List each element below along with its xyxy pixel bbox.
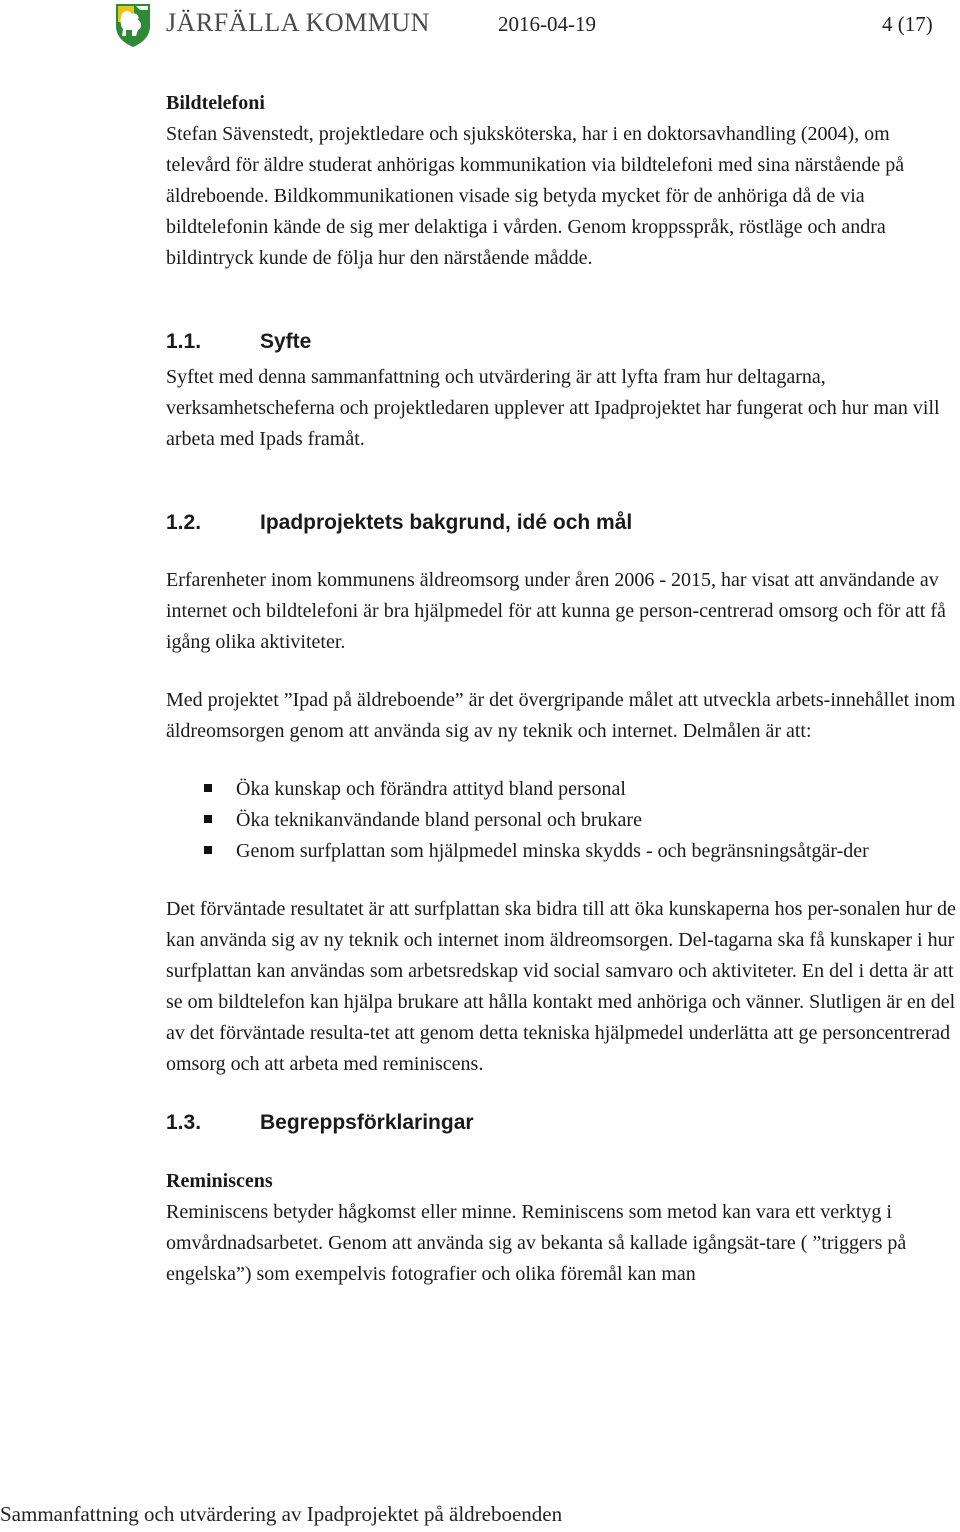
jarfalla-coat-of-arms-logo: [114, 2, 152, 48]
section-title-bildtelefoni: Bildtelefoni: [166, 92, 265, 114]
paragraph-reminiscens: Reminiscens betyder hågkomst eller minne. Reminiscens som metod kan vara ett verktyg i omvårdnadsarbetet. Genom att använda sig av bekanta så kallade igångsät-tare ( ”triggers på engelska”) som exempelvis fotografier och olika föremål kan man: [166, 1201, 907, 1285]
heading-text: Ipadprojektets bakgrund, idé och mål: [260, 511, 633, 534]
page-footer: Sammanfattning och utvärdering av Ipadprojektet på äldreboenden: [0, 1502, 563, 1526]
section-title-reminiscens: Reminiscens: [166, 1170, 273, 1192]
paragraph-bakgrund-1: Erfarenheter inom kommunens äldreomsorg under åren 2006 - 2015, har visat att användande av internet och bildtelefoni är bra hjälpmedel för att kunna ge person-centrerad omsorg och för att få igång olika aktiviteter.: [166, 569, 946, 653]
heading-syfte: [166, 326, 958, 357]
list-item: Öka kunskap och förändra attityd bland personal: [166, 774, 958, 805]
bullet-square-icon: [204, 784, 212, 792]
list-item: Genom surfplattan som hjälpmedel minska skydds - och begränsningsåtgär-der: [166, 836, 958, 867]
paragraph-bakgrund-2: Med projektet ”Ipad på äldreboende” är det övergripande målet att utveckla arbets-innehållet inom äldreomsorgen genom att använda sig av ny teknik och internet. Delmålen är att:: [166, 689, 956, 742]
heading-number: 1.2.: [166, 511, 202, 534]
paragraph-bildtelefoni: Stefan Sävenstedt, projektledare och sjuksköterska, har i en doktorsavhandling (2004), om televård för äldre studerat anhörigas kommunikation via bildtelefoni med sina närstående på äldreboende. Bildkommunikationen visade sig betyda mycket för de anhöriga då de via bildtelefonin kände de sig mer delaktiga i vården. Genom kroppsspråk, röstläge och andra bildintryck kunde de följa hur den närstående mådde.: [166, 123, 905, 269]
heading-bakgrund: [166, 507, 958, 538]
bullet-square-icon: [204, 815, 212, 823]
paragraph-bakgrund-3: Det förväntade resultatet är att surfplattan ska bidra till att öka kunskaperna hos per-sonalen hur de kan använda sig av ny teknik och internet inom äldreomsorgen. Del-tagarna ska få kunskaper i hur surfplattan kan användas som arbetsredskap vid social samvaro och aktiviteter. En del i detta är att se om bildtelefon kan hjälpa brukare att hålla kontakt med anhöriga och vänner. Slutligen är en del av det förväntade resulta-tet att genom detta tekniska hjälpmedel underlätta att ge personcentrerad omsorg och att arbeta med reminiscens.: [166, 898, 956, 1075]
goals-list: [166, 774, 958, 867]
paragraph-syfte: Syftet med denna sammanfattning och utvärdering är att lyfta fram hur deltagarna, verksamhetscheferna och projektledaren upplever att Ipadprojektet har fungerat och hur man vill arbeta med Ipads framåt.: [166, 366, 940, 450]
page-number: 4 (17): [882, 12, 933, 36]
page-header: [0, 0, 960, 56]
document-date: 2016-04-19: [498, 12, 596, 36]
bullet-square-icon: [204, 846, 212, 854]
document-body: [166, 88, 958, 1290]
heading-text: Syfte: [260, 330, 312, 353]
municipality-name: JÄRFÄLLA KOMMUN: [166, 8, 430, 37]
heading-text: Begreppsförklaringar: [260, 1111, 474, 1134]
heading-number: 1.3.: [166, 1111, 202, 1134]
heading-number: 1.1.: [166, 330, 202, 353]
list-item: Öka teknikanvändande bland personal och brukare: [166, 805, 958, 836]
heading-begrepp: [166, 1107, 958, 1138]
